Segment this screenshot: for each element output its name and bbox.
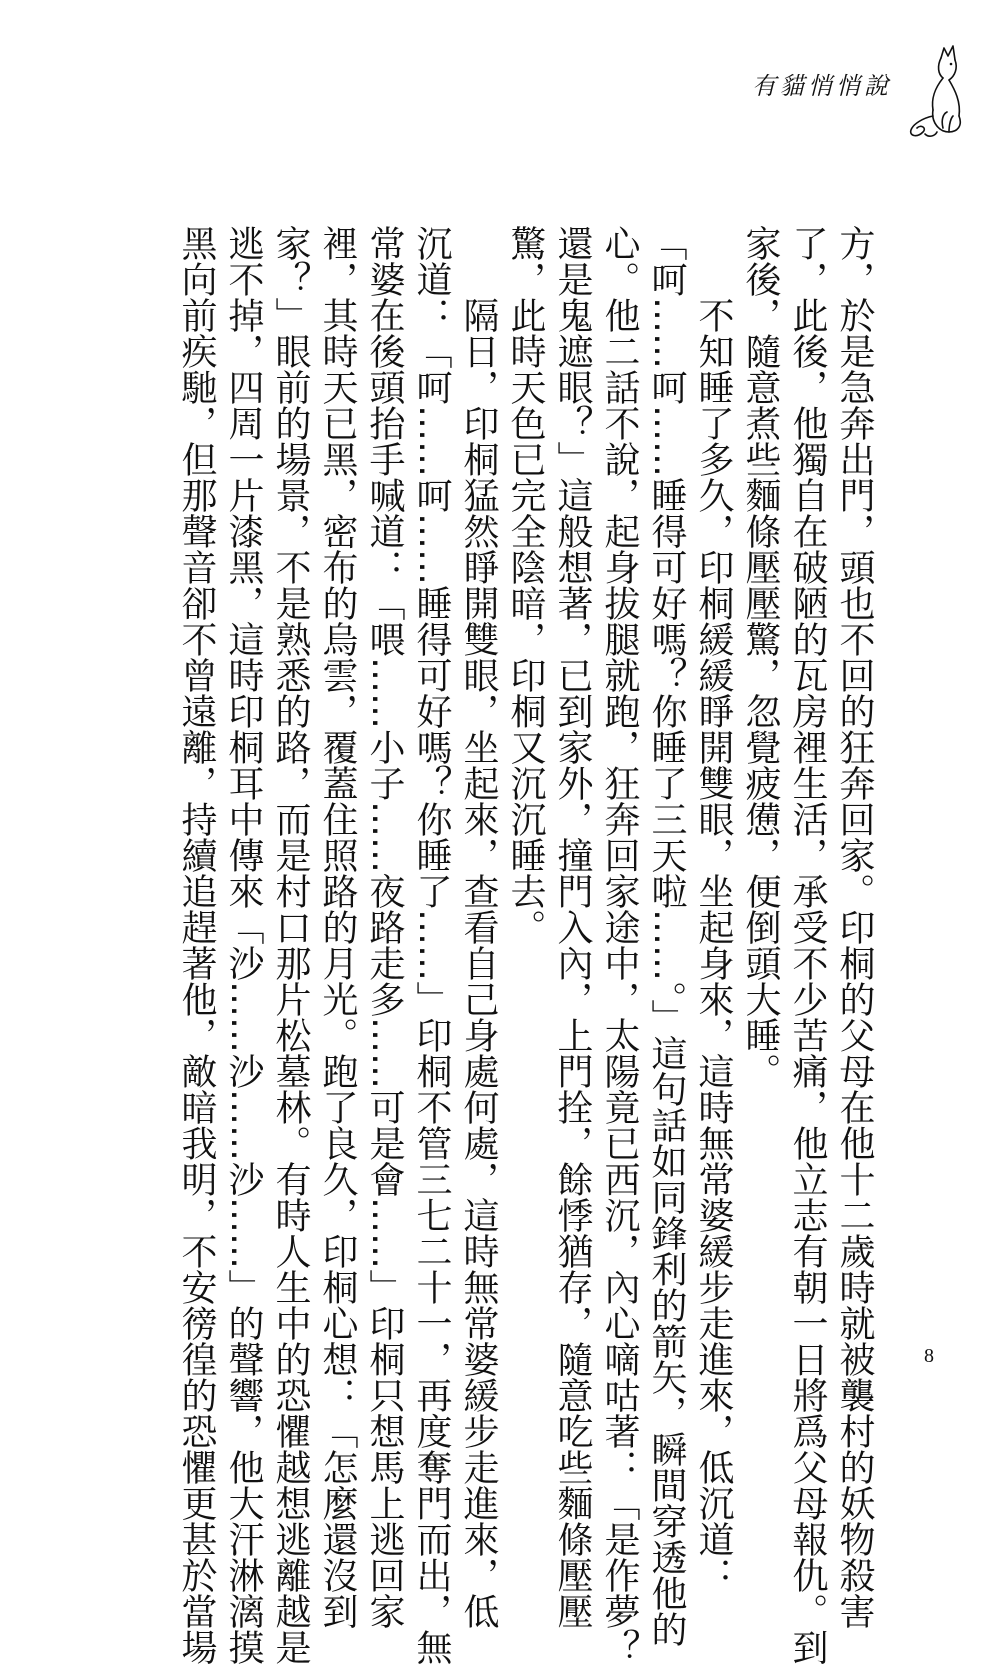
- cat-silhouette-icon: [905, 40, 975, 140]
- paragraph: 方，於是急奔出門，頭也不回的狂奔回家。印桐的父母在他十二歲時就被襲村的妖物殺害 了，此後，他獨自在破陋的瓦房裡生活，承受不少苦痛，他立志有朝一日將爲父母報仇。到 家後，隨意煮些麵條壓壓驚，忽覺疲憊，便倒頭大睡。: [740, 225, 875, 1665]
- paragraph: 隔日，印桐猛然睜開雙眼，坐起來，查看自己身處何處，這時無常婆緩步走進來，低 沉道：「呵……呵……睡得可好嗎？你睡了……」印桐不管三七二十一，再度奪門而出，無 常婆在後頭抬手喊道：「喂……小子……夜路走多……可是會……」印桐只想馬上逃回家 裡，其時天已黑，密布的烏雲，覆蓋住照路的月光。跑了良久，印桐心想：「怎麼還沒到 家？」眼前的場景，不是熟悉的路，而是村口那片松墓林。有時人生中的恐懼越想逃離越是 逃不掉，四周一片漆黑，這時印桐耳中傳來「沙……沙……沙……」的聲響，他大汗淋漓摸 黑向前疾馳，但那聲音卻不曾遠離，持續追趕著他，敵暗我明，不安徬徨的恐懼更甚於當場: [176, 225, 499, 1665]
- paragraph: 不知睡了多久，印桐緩緩睜開雙眼，坐起身來，這時無常婆緩步走進來，低沉道： 「呵……呵……睡得可好嗎？你睡了三天啦……。」這句話如同鋒利的箭矢，瞬間穿透他的 心。他二話不說，起身拔腿就跑，狂奔回家途中，太陽竟已西沉，內心嘀咕著：「是作夢？ 還是鬼遮眼？」這般想著，已到家外，撞門入內，上門拴，餘悸猶存，隨意吃些麵條壓壓 驚，此時天色已完全陰暗，印桐又沉沉睡去。: [505, 225, 734, 1665]
- running-header-title: 有貓悄悄說: [752, 72, 892, 100]
- vertical-body-text: [173, 225, 878, 1665]
- page-number: 8: [924, 1345, 934, 1367]
